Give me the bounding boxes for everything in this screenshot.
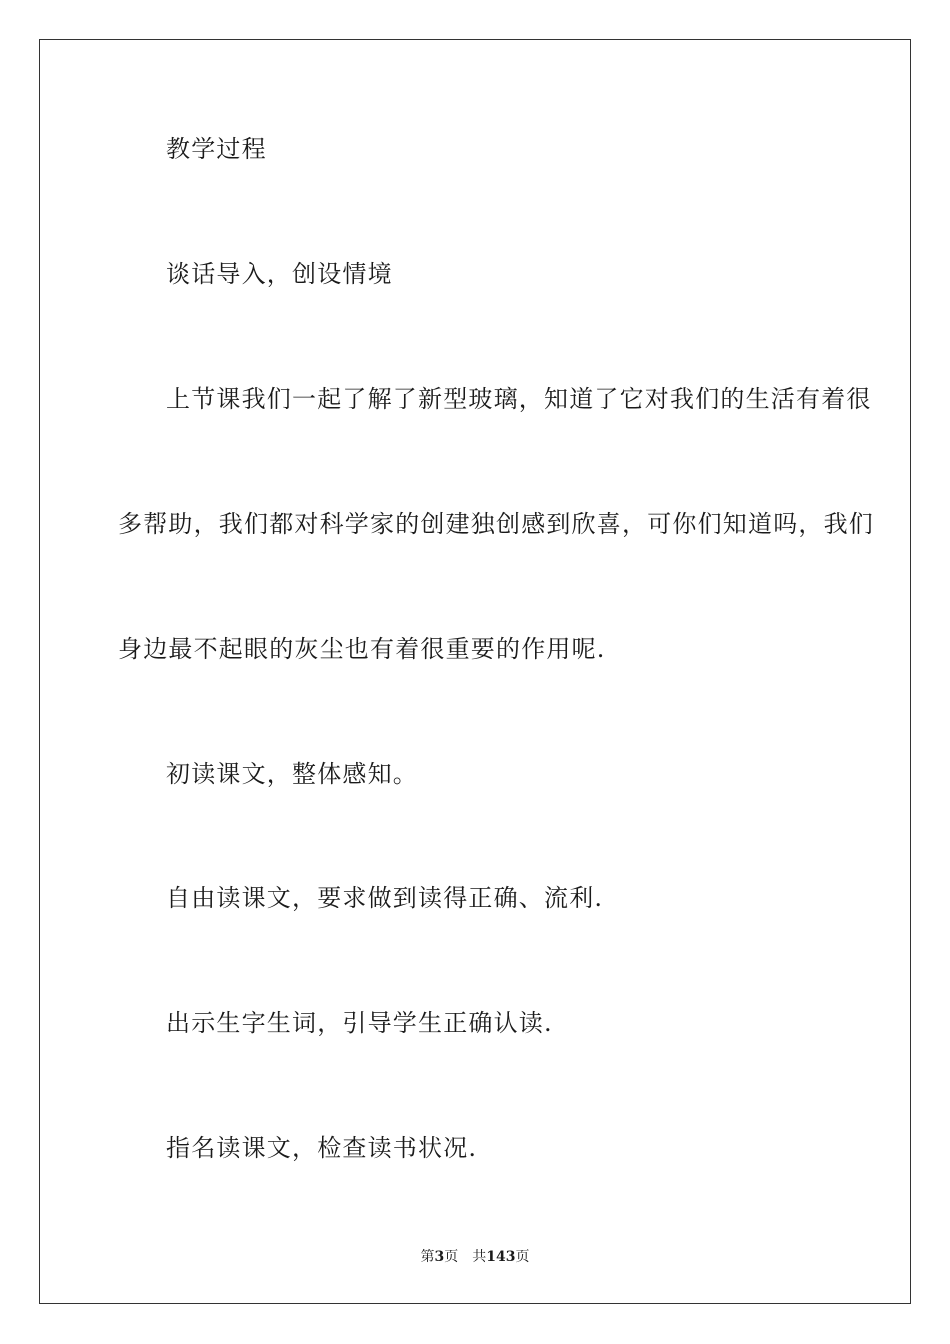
paragraph-line: 指名读课文，检查读书状况. — [166, 1134, 478, 1162]
section-heading-teaching-process: 教学过程 — [166, 135, 267, 163]
page-number: 3 — [434, 1249, 445, 1265]
paragraph-line: 出示生字生词，引导学生正确认读. — [166, 1009, 553, 1037]
total-pages: 143 — [486, 1249, 516, 1265]
paragraph-line: 上节课我们一起了解了新型玻璃，知道了它对我们的生活有着很 — [166, 385, 872, 413]
paragraph-line: 多帮助，我们都对科学家的创建独创感到欣喜，可你们知道吗，我们 — [118, 510, 874, 538]
step-heading-introduction: 谈话导入，创设情境 — [166, 260, 393, 288]
page-frame — [39, 39, 911, 1304]
page-prefix: 第 — [420, 1249, 435, 1265]
total-suffix: 页 — [515, 1249, 530, 1265]
paragraph-line: 自由读课文，要求做到读得正确、流利. — [166, 884, 604, 912]
page-footer — [0, 1248, 950, 1266]
paragraph-line: 身边最不起眼的灰尘也有着很重要的作用呢. — [118, 635, 606, 663]
total-prefix: 共 — [472, 1249, 487, 1265]
page-suffix: 页 — [444, 1249, 459, 1265]
step-heading-first-reading: 初读课文，整体感知。 — [166, 760, 418, 788]
